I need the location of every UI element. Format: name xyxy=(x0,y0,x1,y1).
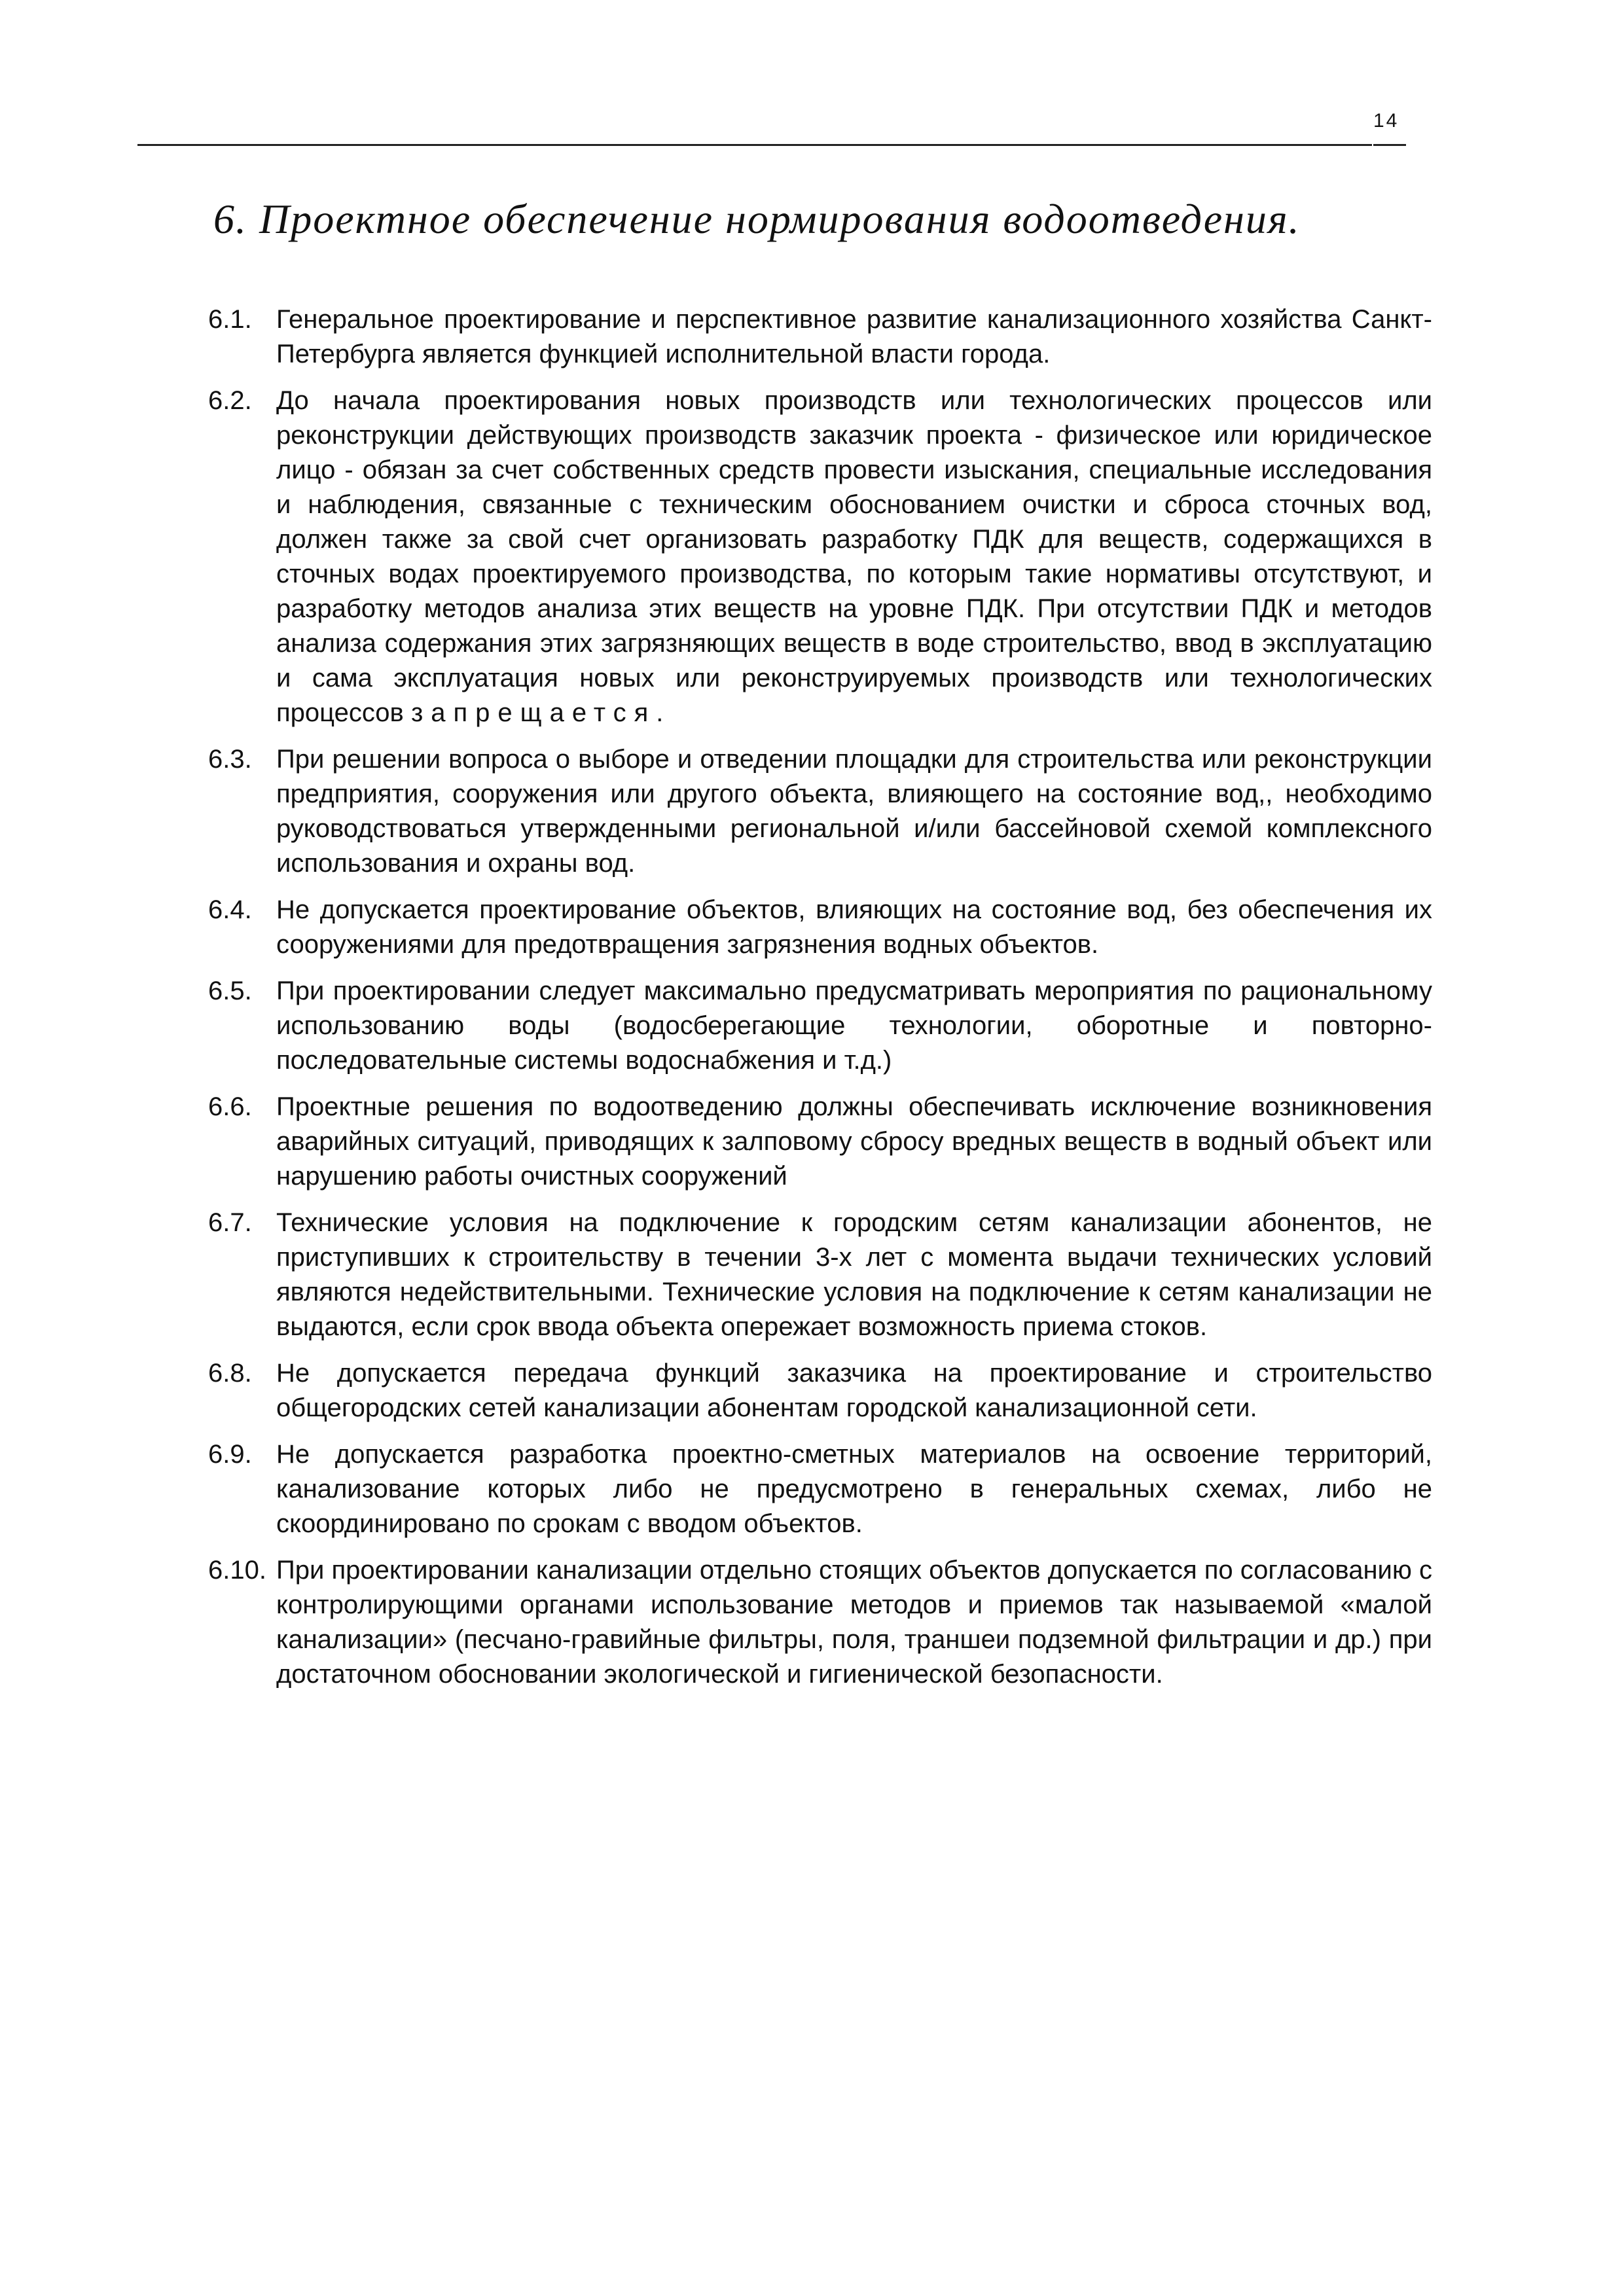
clause-6-1 xyxy=(208,302,1432,372)
clause-number: 6.4. xyxy=(208,895,252,924)
clause-text: При проектировании канализации отдельно стоящих объектов допускается по согласованию с контролирующими органами использование методов и приемов так называемой «малой канализации» (песчано-гравийные фильтры, поля, траншеи подземной фильтрации и др.) при достаточном обосновании экологической и гигиенической безопасности. xyxy=(276,1556,1433,1689)
clause-number: 6.3. xyxy=(208,745,252,774)
clause-text: Не допускается разработка проектно-сметных материалов на освоение территорий, канализование которых либо не предусмотрено в генеральных схемах, либо не скоординировано по срокам с вводом объектов. xyxy=(276,1440,1432,1538)
clause-6-4 xyxy=(208,893,1432,962)
clause-text: При проектировании следует максимально предусматривать мероприятия по рациональному использованию воды (водосберегающие технологии, оборотные и повторно- последовательные системы водоснабжения и т.д.) xyxy=(276,977,1432,1075)
clause-6-3 xyxy=(208,742,1432,881)
clause-6-9 xyxy=(208,1437,1432,1541)
clause-text: Генеральное проектирование и перспективное развитие канализационного хозяйства Санкт-Петербурга является функцией исполнительной власти города. xyxy=(276,305,1432,368)
clause-text: При решении вопроса о выборе и отведении площадки для строительства или реконструкции предприятия, сооружения или другого объекта, влияющего на состояние вод,, необходимо руководствоваться утвержденными региональной и/или бассейновой схемой комплексного использования и охраны вод. xyxy=(276,745,1432,878)
clause-text: Не допускается проектирование объектов, влияющих на состояние вод, без обеспечения их сооружениями для предотвращения загрязнения водных объектов. xyxy=(276,895,1432,959)
clause-text: Не допускается передача функций заказчика на проектирование и строительство общегородских сетей канализации абонентам городской канализационной сети. xyxy=(276,1359,1432,1422)
clause-text: Технические условия на подключение к городским сетям канализации абонентов, не приступивших к строительству в течении 3-х лет с момента выдачи технических условий являются недействительными. Технические условия на подключение к сетям канализации не выдаются, если срок ввода объекта опережает возможность приема стоков. xyxy=(276,1208,1432,1341)
clause-number: 6.8. xyxy=(208,1359,252,1388)
clause-number: 6.7. xyxy=(208,1208,252,1237)
clause-list xyxy=(208,302,1432,1704)
clause-6-7 xyxy=(208,1206,1432,1344)
clause-text-body: До начала проектирования новых производств или технологических процессов или реконструкции действующих производств заказчик проекта - физическое или юридическое лицо - обязан за счет собственных средств провести изыскания, специальные исследования и наблюдения, связанные с техническим обоснованием очистки и сброса сточных вод, должен также за свой счет организовать разработку ПДК для веществ, содержащихся в сточных водах проектируемого производства, по которым такие нормативы отсутствуют, и разработку методов анализа этих веществ на уровне ПДК. При отсутствии ПДК и методов анализа содержания этих загрязняющих веществ в воде строительство, ввод в эксплуатацию и сама эксплуатация новых или реконструируемых производств или технологических процессов xyxy=(276,386,1432,727)
clause-number: 6.10. xyxy=(208,1556,266,1585)
clause-number: 6.6. xyxy=(208,1092,252,1121)
clause-6-2 xyxy=(208,384,1432,730)
clause-6-6 xyxy=(208,1090,1432,1194)
clause-text: Проектные решения по водоотведению должны обеспечивать исключение возникновения аварийных ситуаций, приводящих к залповому сбросу вредных веществ в водный объект или нарушению работы очистных сооружений xyxy=(276,1092,1432,1191)
clause-6-8 xyxy=(208,1356,1432,1426)
section-title: 6. Проектное обеспечение нормирования водоотведения. xyxy=(213,196,1301,242)
clause-number: 6.5. xyxy=(208,977,252,1005)
page-number: 14 xyxy=(1373,110,1399,132)
header-rule xyxy=(137,144,1372,146)
clause-6-10 xyxy=(208,1553,1432,1692)
header-rule-short xyxy=(1373,144,1406,146)
clause-text xyxy=(276,384,1432,730)
clause-number: 6.2. xyxy=(208,386,252,415)
clause-number: 6.9. xyxy=(208,1440,252,1469)
clause-number: 6.1. xyxy=(208,305,252,334)
clause-6-5 xyxy=(208,974,1432,1078)
clause-emphasis: запрещается. xyxy=(410,698,672,727)
